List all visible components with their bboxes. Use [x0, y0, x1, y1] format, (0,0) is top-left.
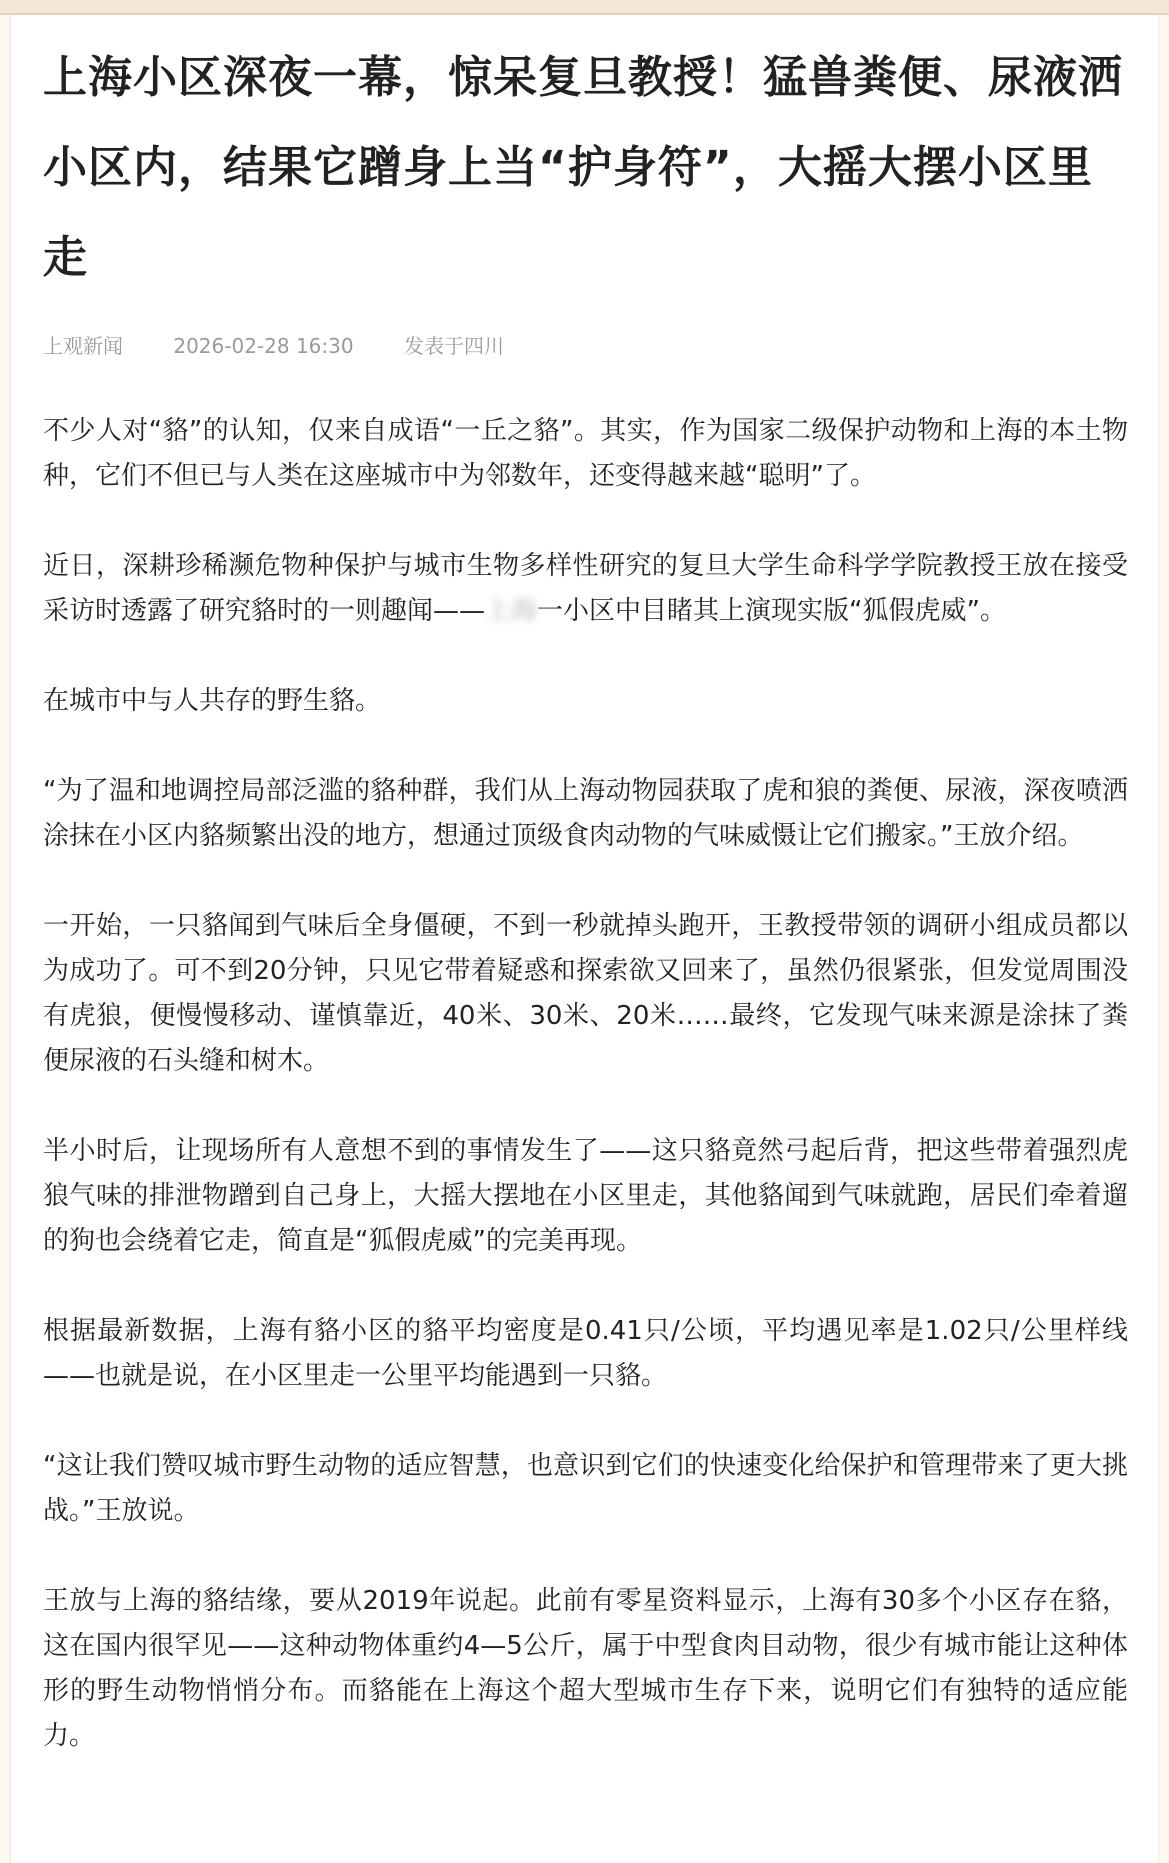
publish-time: 2026-02-28 16:30 — [173, 334, 354, 358]
paragraph: 半小时后，让现场所有人意想不到的事情发生了——这只貉竟然弓起后背，把这些带着强烈虎狼气味的排泄物蹭到自己身上，大摇大摆地在小区里走，其他貉闻到气味就跑，居民们牵着遛的狗也会绕着它走，简直是“狐假虎威”的完美再现。 — [43, 1136, 1128, 1256]
article — [43, 33, 1128, 1804]
publish-location: 发表于四川 — [403, 334, 504, 358]
top-border-strip — [0, 0, 1169, 15]
article-page — [10, 15, 1159, 1863]
article-title: 上海小区深夜一幕，惊呆复旦教授！猛兽粪便、尿液洒小区内，结果它蹭身上当“护身符”，大摇大摆小区里走 — [43, 52, 1123, 283]
paragraph: 王放与上海的貉结缘，要从2019年说起。此前有零星资料显示，上海有30多个小区存在貉，这在国内很罕见——这种动物体重约4—5公斤，属于中型食肉目动物，很少有城市能让这种体形的野生动物悄悄分布。而貉能在上海这个超大型城市生存下来，说明它们有独特的适应能力。 — [43, 1586, 1128, 1751]
paragraph: 一开始，一只貉闻到气味后全身僵硬，不到一秒就掉头跑开，王教授带领的调研小组成员都以为成功了。可不到20分钟，只见它带着疑惑和探索欲又回来了，虽然仍很紧张，但发觉周围没有虎狼，便慢慢移动、谨慎靠近，40米、30米、20米……最终，它发现气味来源是涂抹了粪便尿液的石头缝和树木。 — [43, 911, 1128, 1076]
paragraph: 不少人对“貉”的认知，仅来自成语“一丘之貉”。其实，作为国家二级保护动物和上海的本土物种，它们不但已与人类在这座城市中为邻数年，还变得越来越“聪明”了。 — [43, 416, 1128, 491]
paragraph-text: 一小区中目睹其上演现实版“狐假虎威”。 — [537, 596, 1006, 626]
paragraph-text: 近日，深耕珍稀濒危物种保护与城市生物多样性研究的复旦大学生命科学学院教授王放在接受采访时透露了研究貉时的一则趣闻—— — [43, 551, 1128, 626]
paragraph — [43, 544, 1128, 634]
image-caption: 在城市中与人共存的野生貉。 — [43, 686, 382, 716]
source-name[interactable]: 上观新闻 — [43, 334, 123, 358]
paragraph: “为了温和地调控局部泛滥的貉种群，我们从上海动物园获取了虎和狼的粪便、尿液，深夜喷洒涂抹在小区内貉频繁出没的地方，想通过顶级食肉动物的气味威慑让它们搬家。”王放介绍。 — [43, 776, 1128, 851]
article-meta — [43, 331, 1128, 361]
paragraph: 根据最新数据，上海有貉小区的貉平均密度是0.41只/公顷，平均遇见率是1.02只/公里样线——也就是说，在小区里走一公里平均能遇到一只貉。 — [43, 1316, 1128, 1391]
paragraph: “这让我们赞叹城市野生动物的适应智慧，也意识到它们的快速变化给保护和管理带来了更大挑战。”王放说。 — [43, 1451, 1128, 1526]
article-body — [43, 409, 1128, 1759]
obscured-text: 上海 — [485, 596, 538, 626]
